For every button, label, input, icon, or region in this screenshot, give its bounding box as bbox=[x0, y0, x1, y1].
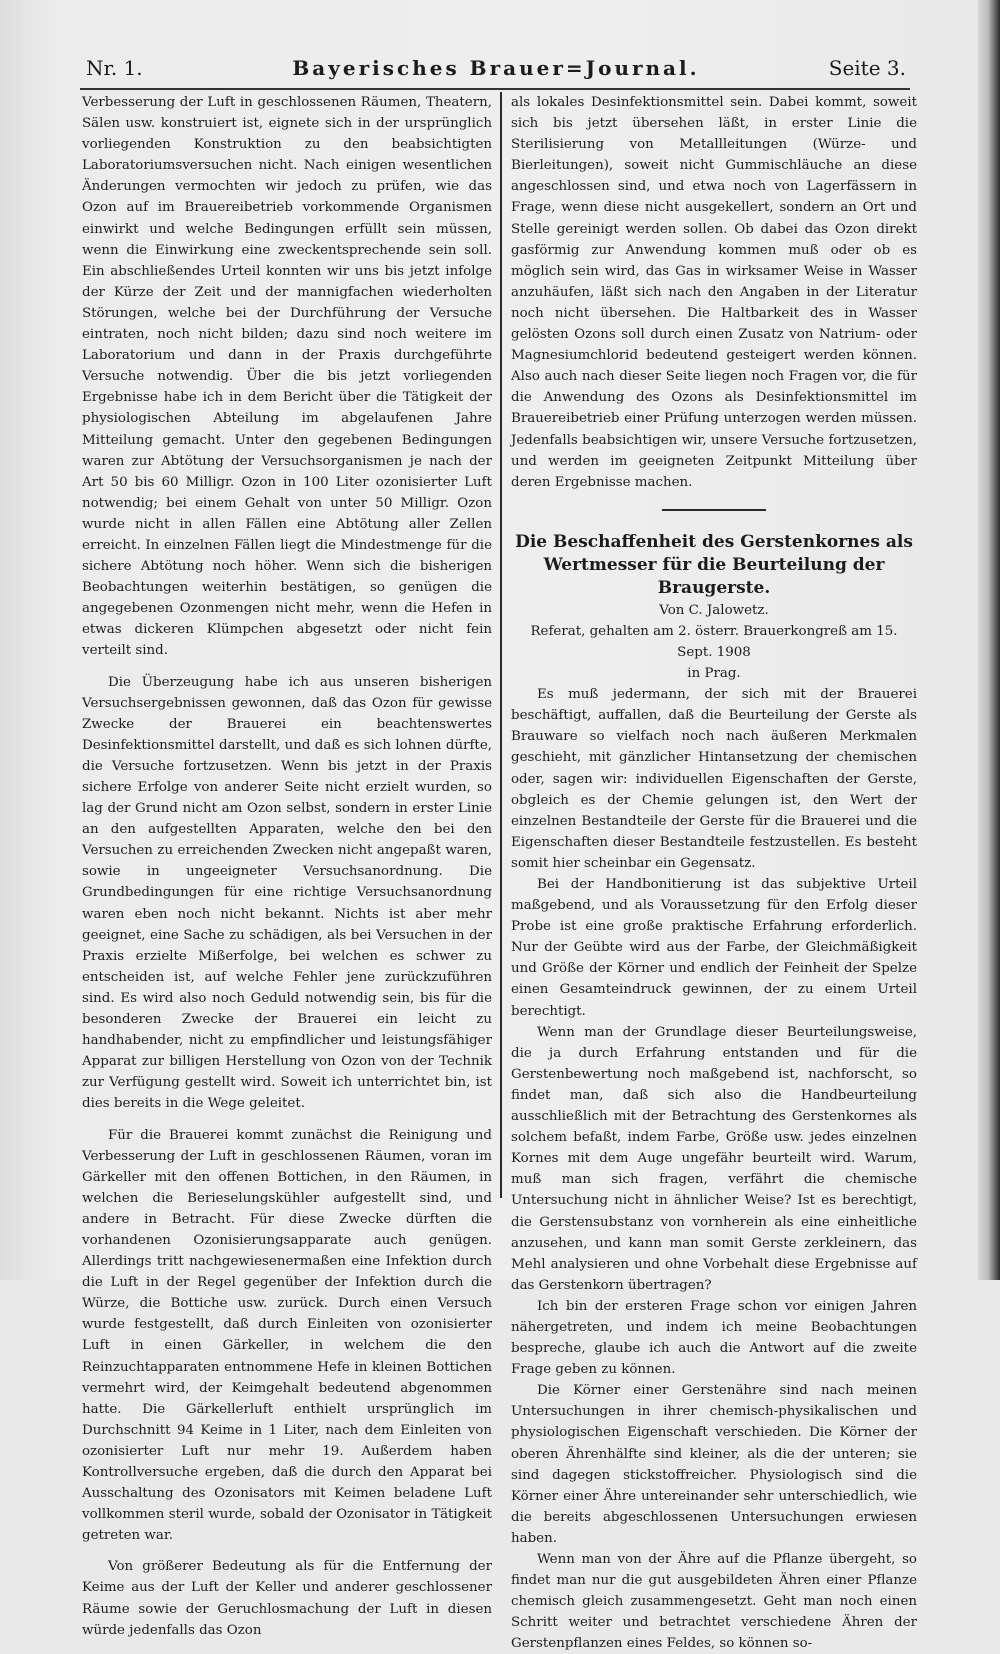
left-paragraph-4: Von größerer Bedeutung als für die Entfernung der Keime aus der Luft der Keller und anderer geschlossener Räume sowie der Geruchlosmachung der Luft in diesen würde jedenfalls das Ozon bbox=[82, 1559, 492, 1638]
page-binding-edge bbox=[978, 0, 1000, 1280]
right-intro-paragraph: als lokales Desinfektionsmittel sein. Dabei kommt, soweit sich bis jetzt übersehen läßt, in erster Linie die Sterilisierung von Metallleitungen (Würze- und Bierleitungen), soweit nicht Gummischläuche an diese angeschlossen sind, und etwa noch von Lagerfässern in Frage, wenn diese nicht ausgekellert, sondern an Ort und Stelle gereinigt werden sollen. Ob dabei das Ozon direkt gasförmig zur Anwendung kommen muß oder ob es möglich sein wird, das Gas in wirksamer Weise in Wasser anzuhäufen, läßt sich nach den Angaben in der Literatur noch nicht übersehen. Die Haltbarkeit des in Wasser gelösten Ozons soll durch einen Zusatz von Natrium- oder Magnesiumchlorid bedeutend gesteigert werden können. Also auch nach dieser Seite liegen noch Fragen vor, die für die Anwendung des Ozons als Desinfektionsmittel im Brauereibetrieb einer Prüfung unterzogen werden müssen. Jedenfalls beabsichtigen wir, unsere Versuche fortzusetzen, und werden im geeigneten Zeitpunkt Mitteilung über deren Ergebnisse machen. bbox=[511, 95, 917, 490]
left-paragraph-2: Die Überzeugung habe ich aus unseren bisherigen Versuchsergebnissen gewonnen, daß das Ozon für gewisse Zwecke der Brauerei ein beachtenswertes Desinfektionsmittel darstellt, und daß es sich lohnen dürfte, die Versuche fortzusetzen. Wenn bis jetzt in der Praxis sichere Erfolge von anderer Seite nicht erzielt wurden, so lag der Grund nicht am Ozon selbst, sondern in erster Linie an den aufgestellten Apparaten, welche den bei den Versuchen zu erreichenden Zwecken nicht angepaßt waren, sowie in ungeeigneter Versuchsanordnung. Die Grundbedingungen für eine richtige Versuchsanordnung waren eben noch nicht bekannt. Nichts ist aber mehr geeignet, eine Sache zu schädigen, als bei Versuchen in der Praxis erzielte Mißerfolge, bei welchen es schwer zu entscheiden ist, auf welche Fehler jene zurückzuführen sind. Es wird also noch Geduld notwendig sein, bis für die besonderen Zwecke der Brauerei ein leicht zu handhabender, nicht zu empfindlicher und leistungsfähiger Apparat zur billigen Herstellung von Ozon von der Technik zur Verfügung gestellt wird. Soweit ich unterrichtet bin, ist dies bereits in die Wege geleitet. bbox=[82, 674, 492, 1112]
page-header bbox=[86, 56, 906, 86]
issue-number: Nr. 1. bbox=[86, 56, 143, 80]
article-paragraph-4: Ich bin der ersteren Frage schon vor einigen Jahren nähergetreten, und indem ich meine Beobachtungen bespreche, glaube ich auch die Antwort auf die zweite Frage geben zu können. bbox=[511, 1298, 917, 1378]
article-paragraph-6: Wenn man von der Ähre auf die Pflanze übergeht, so findet man nur die gut ausgebildeten Ähren einer Pflanze chemisch gleich zusammengesetzt. Geht man noch einen Schritt weiter und betrachtet verschiedene Ähren der Gerstenpflanzen eines Feldes, so können so- bbox=[511, 1552, 917, 1652]
journal-title: Bayerisches Brauer=Journal. bbox=[292, 56, 700, 80]
left-column bbox=[82, 92, 492, 1641]
column-divider bbox=[500, 92, 502, 1198]
article-paragraph-3: Wenn man der Grundlage dieser Beurteilungsweise, die ja durch Erfahrung entstanden und für die Gerstenbewertung noch maßgebend ist, nachforscht, so findet man, daß sich also die Handbeurteilung ausschließlich mit der Betrachtung des Gerstenkornes als solchem befaßt, indem Farbe, Größe usw. jedes einzelnen Kornes mit dem Auge ungefähr beurteilt wird. Warum, muß man sich fragen, verfährt die chemische Untersuchung nicht in ähnlicher Weise? Ist es berechtigt, die Gerstensubstanz von vornherein als eine einheitliche anzusehen, und kann man somit Gerste zerkleinern, das Mehl analysieren und ohne Vorbehalt diese Ergebnisse auf das Gerstenkorn übertragen? bbox=[511, 1024, 917, 1293]
page-number: Seite 3. bbox=[828, 56, 906, 80]
header-rule bbox=[80, 88, 910, 90]
article-paragraph-5: Die Körner einer Gerstenähre sind nach meinen Untersuchungen in ihrer chemisch-physikalischen und physiologischen Eigenschaft verschieden. Die Körner der oberen Ährenhälfte sind kleiner, als die der unteren; sie sind dagegen stickstoffreicher. Physiologisch sind die Körner einer Ähre untereinander sehr unterschiedlich, wie die bereits abgeschlossenen Untersuchungen erwiesen haben. bbox=[511, 1383, 917, 1546]
article-paragraph-2: Bei der Handbonitierung ist das subjektive Urteil maßgebend, und als Voraussetzung für den Erfolg dieser Probe ist eine große praktische Erfahrung erforderlich. Nur der Geübte wird aus der Farbe, der Gleichmäßigkeit und Größe der Körner und endlich der Feinheit der Spelze einen Gesamteindruck gewinnen, der zu einem Urteil berechtigt. bbox=[511, 877, 917, 1019]
article-paragraph-1: Es muß jedermann, der sich mit der Brauerei beschäftigt, auffallen, daß die Beurteilung der Gerste als Brauware so vielfach noch nach äußeren Merkmalen geschieht, mit gänzlicher Hintansetzung der chemischen oder, sagen wir: individuellen Eigenschaften der Gerste, obgleich es der Chemie gelungen ist, den Wert der einzelnen Bestandteile der Gerste für die Brauerei und die Eigenschaften dieser Bestandteile festzustellen. Es besteht somit hier scheinbar ein Gegensatz. bbox=[511, 687, 917, 871]
right-column bbox=[511, 92, 917, 1654]
article-note-line-1: Referat, gehalten am 2. österr. Brauerkongreß am 15. Sept. 1908 bbox=[530, 623, 898, 660]
article-note-line-2: in Prag. bbox=[687, 666, 741, 682]
article-author: Von C. Jalowetz. bbox=[659, 602, 769, 618]
left-paragraph-1: Verbesserung der Luft in geschlossenen Räumen, Theatern, Sälen usw. konstruiert ist, eignete sich in der ursprünglich vorliegenden Konstruktion zu den beabsichtigten Laboratoriumsversuchen nicht. Nach einigen wesentlichen Änderungen vermochten wir jedoch zu prüfen, wie das Ozon auf im Brauereibetrieb vorkommende Organismen einwirkt und welche Bedingungen erfüllt sein müssen, wenn die Einwirkung eine zweckentsprechende sein soll. Ein abschließendes Urteil konnten wir uns bis jetzt infolge der Kürze der Zeit und der mannigfachen wiederholten Störungen, welche bei der Durchführung der Versuche eintraten, noch nicht bilden; dazu sind noch weitere im Laboratorium und dann in der Praxis durchgeführte Versuche notwendig. Über die bis jetzt vorliegenden Ergebnisse habe ich in dem Bericht über die Tätigkeit der physiologischen Abteilung im abgelaufenen Jahre Mitteilung gemacht. Unter den gegebenen Bedingungen waren zur Abtötung der Versuchsorganismen je nach der Art 50 bis 60 Milligr. Ozon in 100 Liter ozonisierter Luft notwendig; bei einem Gehalt von unter 50 Milligr. Ozon wurde nicht in allen Fällen eine Abtötung aller Zellen erreicht. In einzelnen Fällen liegt die Mindestmenge für die sichere Abtötung noch höher. Wenn sich die bisherigen Beobachtungen weiterhin bestätigen, so genügen die angegebenen Ozonmengen nicht mehr, wenn die Hefen in etwas dickeren Klümpchen abgesetzt oder nicht fein verteilt sind. bbox=[82, 95, 492, 659]
article-separator bbox=[662, 509, 766, 511]
left-paragraph-3: Für die Brauerei kommt zunächst die Reinigung und Verbesserung der Luft in geschlossenen Räumen, voran im Gärkeller mit den offenen Bottichen, in den Räumen, in welchen die Berieselungskühler aufgestellt sind, und andere in Betracht. Für diese Zwecke dürften die vorhandenen Ozonisierungsapparate auch genügen. Allerdings tritt nachgewiesenermaßen eine Infektion durch die Luft in der Regel gegenüber der Infektion durch die Würze, die Bottiche usw. zurück. Durch einen Versuch wurde festgestellt, daß durch Einleiten von ozonisierter Luft in einen Gärkeller, in welchem die den Reinzuchtapparaten entnommene Hefe in kleinen Bottichen vermehrt wird, der Keimgehalt bedeutend abgenommen hatte. Die Gärkellerluft enthielt ursprünglich im Durchschnitt 94 Keime in 1 Liter, nach dem Einleiten von ozonisierter Luft nur mehr 19. Außerdem haben Kontrollversuche ergeben, daß die durch den Apparat bei Ausschaltung des Ozonisators mit Keimen beladene Luft vollkommen steril wurde, sobald der Ozonisator in Tätigkeit getreten war. bbox=[82, 1127, 492, 1544]
article-title: Die Beschaffenheit des Gerstenkornes als Wertmesser für die Beurteilung der Braugerste. bbox=[515, 531, 913, 598]
